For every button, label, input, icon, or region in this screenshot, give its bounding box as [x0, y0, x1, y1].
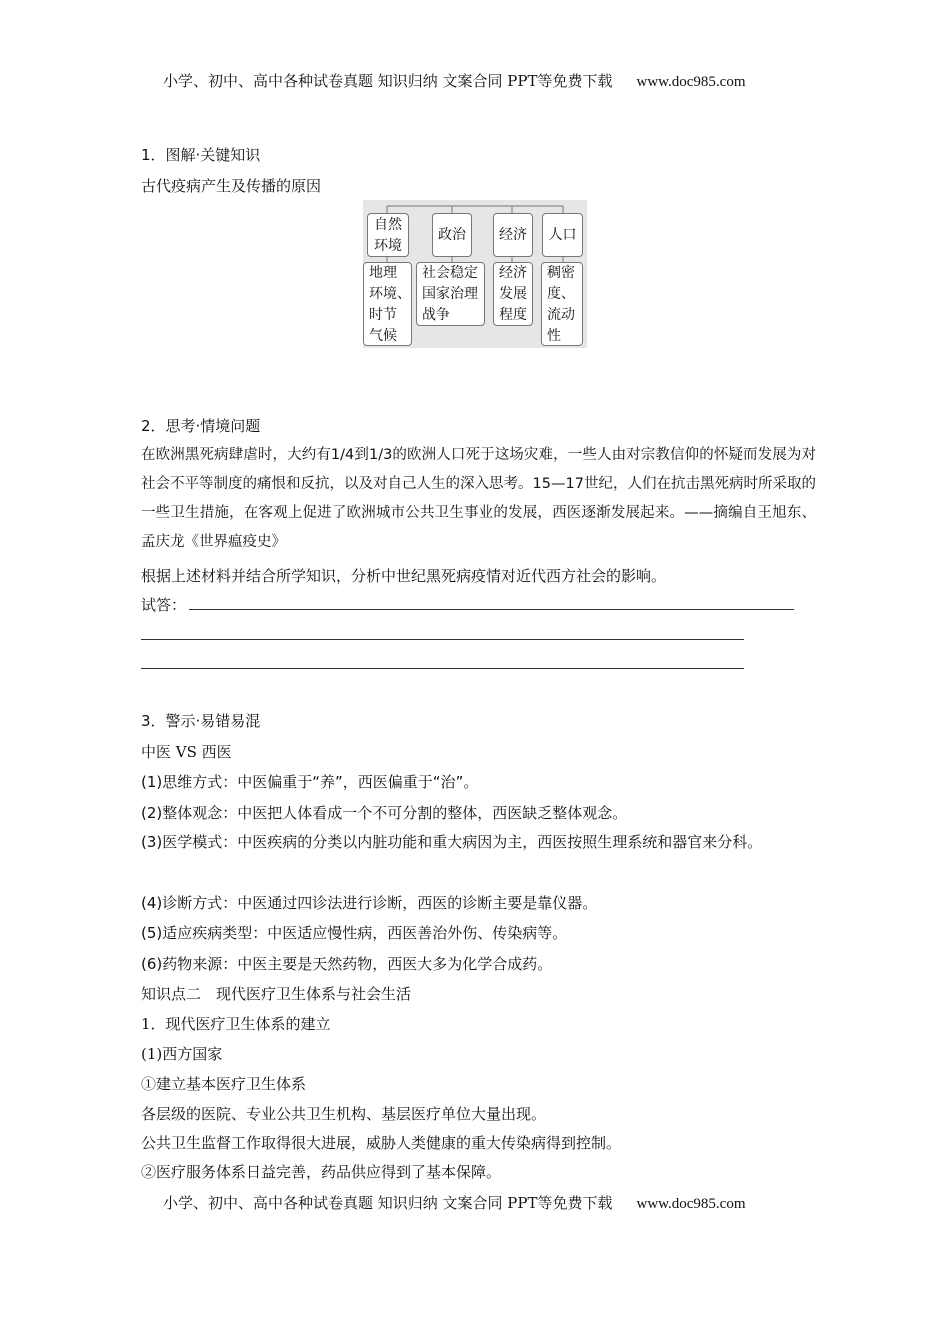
detail-nature-text: 地理 环境、 时节 气候 — [369, 265, 411, 344]
diagram-detail-population — [541, 262, 583, 346]
section4-heading: 知识点二 现代医疗卫生体系与社会生活 — [141, 985, 412, 1003]
section1-subtitle: 古代疫病产生及传播的原因 — [141, 177, 322, 195]
section2-heading: 2．思考·情境问题 — [141, 417, 261, 435]
footer-banner — [163, 1192, 746, 1213]
causes-diagram — [363, 200, 587, 348]
section4-sub2: (1)西方国家 — [141, 1045, 223, 1063]
category-nature-label: 自然 环境 — [374, 217, 402, 254]
diagram-category-politics — [432, 213, 472, 257]
detail-population-text: 稠密 度、 流动 性 — [547, 265, 575, 344]
section2-passage: 在欧洲黑死病肆虐时，大约有1/4到1/3的欧洲人口死于这场灾难，一些人由对宗教信仰的怀疑而发展为对社会不平等制度的痛恨和反抗，以及对自己人生的深入思考。15—17世纪，人们在抗击黑死病时所采取的一些卫生措施，在客观上促进了欧洲城市公共卫生事业的发展，西医逐渐发展起来。——摘编自王旭东、孟庆龙《世界瘟疫史》 — [141, 447, 816, 550]
category-politics-label: 政治 — [438, 227, 466, 243]
section4-point2: ②医疗服务体系日益完善，药品供应得到了基本保障。 — [141, 1163, 502, 1181]
diagram-detail-nature — [363, 262, 412, 346]
section4-point1: ①建立基本医疗卫生体系 — [141, 1075, 307, 1093]
comparison-item-6: (6)药物来源：中医主要是天然药物，西医大多为化学合成药。 — [141, 955, 553, 973]
comparison-item-3: (3)医学模式：中医疾病的分类以内脏功能和重大病因为主，西医按照生理系统和器官来分科。 — [141, 833, 763, 851]
diagram-detail-politics — [416, 262, 485, 326]
category-economy-label: 经济 — [499, 227, 527, 243]
detail-economy-text: 经济 发展 程度 — [499, 265, 527, 323]
header-banner-text: 小学、初中、高中各种试卷真题 知识归纳 文案合同 PPT等免费下载 — [163, 72, 613, 90]
answer-label: 试答： — [141, 596, 187, 614]
comparison-item-4: (4)诊断方式：中医通过四诊法进行诊断，西医的诊断主要是靠仪器。 — [141, 894, 598, 912]
section4-line2: 公共卫生监督工作取得很大进展，威胁人类健康的重大传染病得到控制。 — [141, 1134, 622, 1152]
diagram-category-population — [542, 213, 583, 257]
section1-heading: 1．图解·关键知识 — [141, 146, 261, 164]
section4-sub1: 1．现代医疗卫生体系的建立 — [141, 1015, 331, 1033]
section3-heading: 3．警示·易错易混 — [141, 712, 261, 730]
header-banner-site[interactable]: www.doc985.com — [636, 74, 746, 90]
category-population-label: 人口 — [548, 227, 577, 243]
comparison-item-1: (1)思维方式：中医偏重于“养”，西医偏重于“治”。 — [141, 773, 479, 791]
footer-banner-text: 小学、初中、高中各种试卷真题 知识归纳 文案合同 PPT等免费下载 — [163, 1194, 613, 1212]
header-banner — [163, 70, 746, 91]
detail-politics-text: 社会稳定 国家治理 战争 — [422, 265, 478, 323]
comparison-item-2: (2)整体观念：中医把人体看成一个不可分割的整体，西医缺乏整体观念。 — [141, 804, 628, 822]
section4-line1: 各层级的医院、专业公共卫生机构、基层医疗单位大量出现。 — [141, 1105, 547, 1123]
answer-line-2[interactable] — [141, 639, 744, 640]
diagram-category-nature — [367, 213, 409, 257]
comparison-item-5: (5)适应疾病类型：中医适应慢性病，西医善治外伤、传染病等。 — [141, 924, 568, 942]
footer-banner-site[interactable]: www.doc985.com — [636, 1196, 746, 1212]
answer-line-3[interactable] — [141, 668, 744, 669]
diagram-category-economy — [493, 213, 533, 257]
answer-line-1[interactable] — [189, 609, 794, 610]
section2-question: 根据上述材料并结合所学知识，分析中世纪黑死病疫情对近代西方社会的影响。 — [141, 567, 667, 585]
diagram-detail-economy — [493, 262, 533, 326]
section3-subtitle: 中医 VS 西医 — [141, 743, 232, 761]
